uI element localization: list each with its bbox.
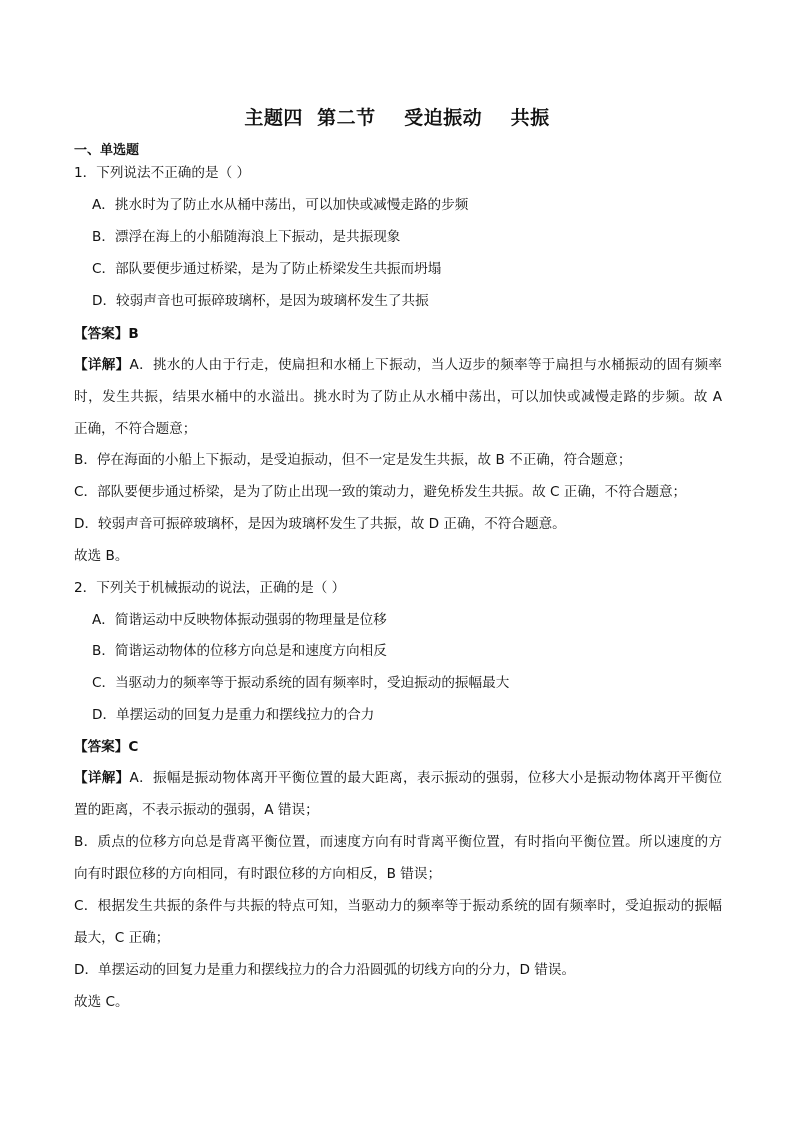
answer-value: B (128, 326, 139, 342)
detail-label: 【详解】 (74, 770, 130, 786)
answer-label: 【答案】 (74, 326, 129, 342)
question-2-conclusion: 故选 C。 (74, 994, 129, 1010)
question-2-detail-line (74, 768, 722, 788)
question-1-detail-line: 时，发生共振，结果水桶中的水溢出。挑水时为了防止从水桶中荡出，可以加快或减慢走路的步频。故 A (74, 389, 722, 405)
question-2-detail-line: 最大，C 正确； (74, 930, 170, 946)
section-heading: 一、单选题 (74, 143, 140, 158)
question-1-option-b: B．漂浮在海上的小船随海浪上下振动，是共振现象 (92, 229, 401, 245)
answer-value: C (128, 739, 139, 755)
question-1-detail-line (74, 355, 722, 375)
question-1-option-c: C．部队要便步通过桥梁，是为了防止桥梁发生共振而坍塌 (92, 261, 442, 277)
question-1-option-d: D．较弱声音也可振碎玻璃杯，是因为玻璃杯发生了共振 (92, 293, 429, 309)
question-1-detail-line: C．部队要便步通过桥梁，是为了防止出现一致的策动力，避免桥发生共振。故 C 正确，不符合题意； (74, 484, 687, 500)
question-2-detail-line: C．根据发生共振的条件与共振的特点可知，当驱动力的频率等于振动系统的固有频率时，受迫振动的振幅 (74, 898, 722, 914)
question-1-stem: 1．下列说法不正确的是（ ） (74, 165, 251, 181)
question-2-option-d: D．单摆运动的回复力是重力和摆线拉力的合力 (92, 707, 375, 723)
question-2-detail-line: 置的距离，不表示振动的强弱，A 错误； (74, 802, 319, 818)
detail-text: A．挑水的人由于行走，使扁担和水桶上下振动，当人迈步的频率等于扁担与水桶振动的固有频率 (129, 357, 723, 373)
page-title: 主题四 第二节 受迫振动 共振 (244, 107, 550, 129)
question-1-conclusion: 故选 B。 (74, 548, 129, 564)
detail-text: A．振幅是振动物体离开平衡位置的最大距离，表示振动的强弱，位移大小是振动物体离开平衡位 (129, 770, 723, 786)
question-1-detail-line: B．停在海面的小船上下振动，是受迫振动，但不一定是发生共振，故 B 不正确，符合题意； (74, 452, 632, 468)
question-1-detail-line: 正确，不符合题意； (74, 421, 197, 437)
question-2-stem: 2．下列关于机械振动的说法，正确的是（ ） (74, 580, 346, 596)
question-1-option-a: A．挑水时为了防止水从桶中荡出，可以加快或减慢走路的步频 (92, 197, 469, 213)
question-2-detail-line: 向有时跟位移的方向相同，有时跟位移的方向相反，B 错误； (74, 866, 442, 882)
question-2-option-a: A．简谐运动中反映物体振动强弱的物理量是位移 (92, 612, 387, 628)
question-1-answer (74, 324, 139, 344)
question-2-detail-line: D．单摆运动的回复力是重力和摆线拉力的合力沿圆弧的切线方向的分力，D 错误。 (74, 962, 576, 978)
question-2-detail-line: B．质点的位移方向总是背离平衡位置，而速度方向有时背离平衡位置，有时指向平衡位置。所以速度的方 (74, 834, 722, 850)
detail-label: 【详解】 (74, 357, 130, 373)
question-2-option-b: B．简谐运动物体的位移方向总是和速度方向相反 (92, 643, 387, 659)
answer-label: 【答案】 (74, 739, 129, 755)
question-1-detail-line: D．较弱声音可振碎玻璃杯，是因为玻璃杯发生了共振，故 D 正确，不符合题意。 (74, 516, 566, 532)
question-2-option-c: C．当驱动力的频率等于振动系统的固有频率时，受迫振动的振幅最大 (92, 675, 510, 691)
question-2-answer (74, 737, 138, 757)
